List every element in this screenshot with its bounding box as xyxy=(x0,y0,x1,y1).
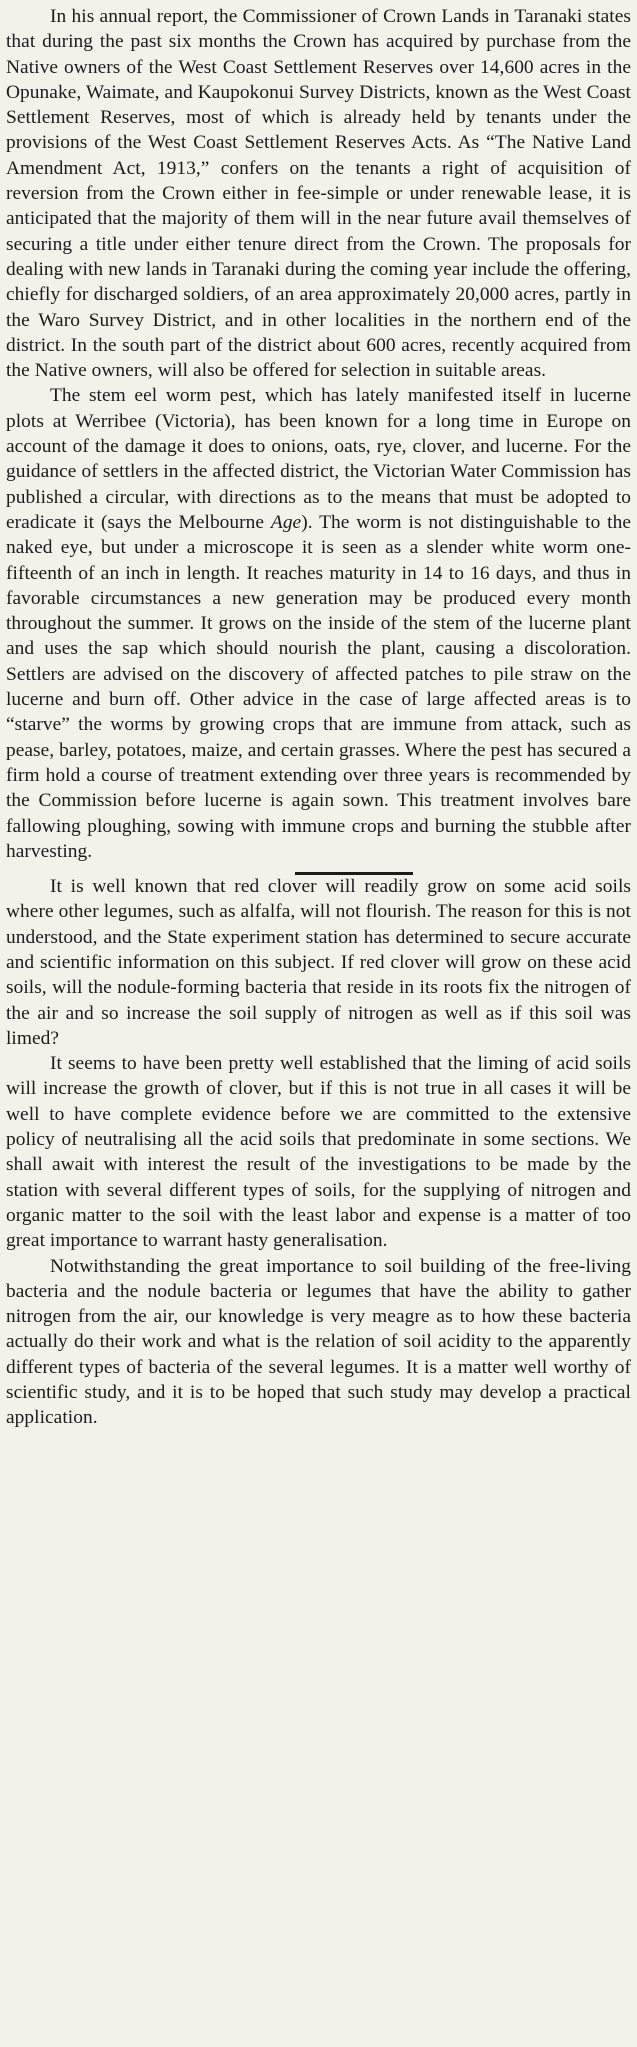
paragraph-soil-bacteria: Notwithstanding the great importance to soil building of the free-living bacteria and the nodule bacteria or legumes that have the ability to gather nitrogen from the air, our knowledge is very meagre as to how these bacteria actually do their work and what is the relation of soil acidity to the apparently different types of bacteria of the several legumes. It is a matter well worthy of scientific study, and it is to be hoped that such study may develop a practical application. xyxy=(6,1255,631,1429)
paragraph-liming-acid-soils: It seems to have been pretty well established that the liming of acid soils will increase the growth of clover, but if this is not true in all cases it will be well to have complete evidence before we are committed to the extensive policy of neutralising all the acid soils that predominate in some sections. We shall await with interest the result of the investigations to be made by the station with several different types of soils, for the supplying of nitrogen and organic matter to the soil with the least labor and expense is a matter of too great importance to warrant hasty generalisation. xyxy=(6,1053,631,1252)
paragraph-crown-lands-report: In his annual report, the Commissioner of Crown Lands in Taranaki states that during the past six months the Crown has acquired by purchase from the Native owners of the West Coast Settlement Reserves over 14,600 acres in the Opunake, Waimate, and Kaupokonui Survey Districts, known as the West Coast Settlement Reserves, most of which is already held by tenants under the provisions of the West Coast Settlement Reserves Acts. As “The Native Land Amendment Act, 1913,” confers on the tenants a right of acquisition of reversion from the Crown either in fee-simple or under renewable lease, it is anticipated that the majority of them will in the near future avail themselves of securing a title under either tenure direct from the Crown. The proposals for dealing with new lands in Taranaki during the coming year include the offering, chiefly for discharged soldiers, of an area approximately 20,000 acres, partly in the Waro Survey District, and in other localities in the northern end of the district. In the south part of the district about 600 acres, recently acquired from the Native owners, will also be offered for selection in suitable areas. xyxy=(6,6,631,382)
paragraph-stem-eel-worm: The stem eel worm pest, which has lately manifested itself in lucerne plots at Werribee (Victoria), has been known for a long time in Europe on account of the damage it does to onions, oats, rye, clover, and lucerne. For the guidance of settlers in the affected district, the Victorian Water Commission has published a circular, with directions as to the means that must be adopted to eradicate it (says the Melbourne Age). The worm is not distinguishable to the naked eye, but under a microscope it is seen as a slender white worm one-fifteenth of an inch in length. It reaches maturity in 14 to 16 days, and thus in favorable circumstances a new generation may be produced every month throughout the summer. It grows on the inside of the stem of the lucerne plant and uses the sap which should nourish the plant, causing a discoloration. Settlers are advised on the discovery of affected patches to pile straw on the lucerne and burn off. Other advice in the case of large affected areas is to “starve” the worms by growing crops that are immune from attack, such as pease, barley, potatoes, maize, and certain grasses. Where the pest has secured a firm hold a course of treatment extending over three years is recommended by the Commission before lucerne is again sown. This treatment involves bare fallowing ploughing, sowing with immune crops and burning the stubble after harvesting. xyxy=(6,385,631,862)
newspaper-title: Age xyxy=(270,511,302,533)
paragraph-red-clover: It is well known that red clover will readily grow on some acid soils where other legumes, such as alfalfa, will not flourish. The reason for this is not understood, and the State experiment station has determined to secure accurate and scientific information on this subject. If red clover will grow on these acid soils, will the nodule-forming bacteria that reside in its roots fix the nitrogen of the air and so increase the soil supply of nitrogen as well as if this soil was limed? xyxy=(6,876,631,1049)
section-divider xyxy=(6,864,631,874)
